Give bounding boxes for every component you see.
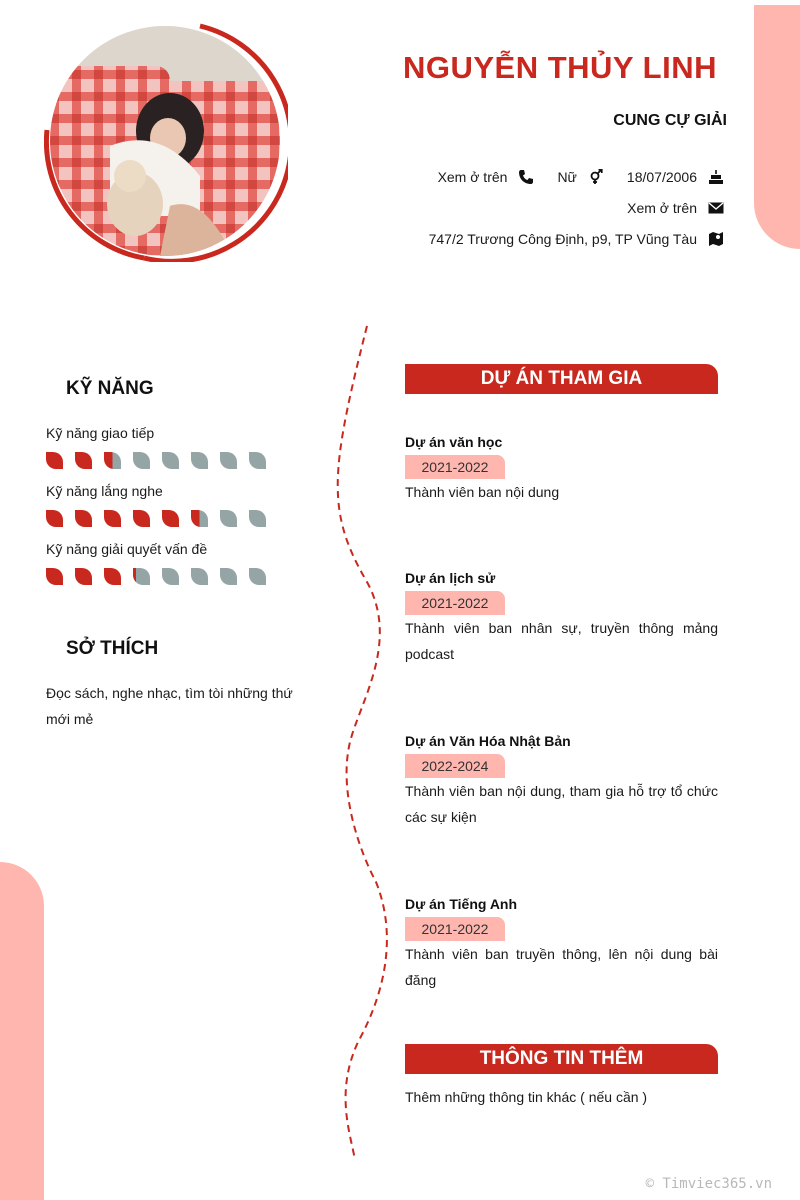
project-description-2: Thành viên ban nhân sự, truyền thông mảng podcast [405,620,718,662]
phone-value: Xem ở trên [437,169,508,185]
skill-level-dot [133,452,150,469]
contact-row-2 [627,199,725,217]
skill-level-dot [133,510,150,527]
skill-rating-2 [46,510,278,527]
hobbies-title: SỞ THÍCH [66,638,159,659]
project-period-1: 2021-2022 [405,455,505,479]
profile-photo [44,22,288,262]
skill-level-dot [220,510,237,527]
email-value: Xem ở trên [627,200,697,216]
candidate-position: CUNG CỰ GIẢI [613,112,727,129]
gender-icon [587,168,605,186]
skill-rating-1 [46,452,278,469]
skill-level-dot [104,568,121,585]
project-period-4: 2021-2022 [405,917,505,941]
birthday-cake-icon [707,168,725,186]
projects-banner: DỰ ÁN THAM GIA [405,364,718,394]
envelope-icon [707,199,725,217]
skill-level-dot [133,568,150,585]
skill-level-dot [249,568,266,585]
skill-level-dot [191,510,208,527]
skill-level-dot [191,568,208,585]
skill-level-dot [46,510,63,527]
skill-level-dot [249,510,266,527]
skill-level-dot [46,568,63,585]
skill-level-dot [75,510,92,527]
address-value: 747/2 Trương Công Định, p9, TP Vũng Tàu [428,231,697,247]
skill-level-dot [75,452,92,469]
wavy-divider [330,322,400,1164]
skill-level-dot [162,510,179,527]
skills-title: KỸ NĂNG [66,378,154,399]
skill-name-1: Kỹ năng giao tiếp [46,425,155,441]
extra-info-banner: THÔNG TIN THÊM [405,1044,718,1074]
project-description-1: Thành viên ban nội dung [405,484,560,500]
project-description-3: Thành viên ban nội dung, tham gia hỗ trợ tổ chức các sự kiện [405,783,718,825]
skill-name-3: Kỹ năng giải quyết vấn đề [46,541,208,557]
skill-level-dot [220,568,237,585]
map-icon [707,230,725,248]
skill-level-dot [46,452,63,469]
contact-row-1 [438,168,725,186]
skill-level-dot [162,452,179,469]
project-period-2: 2021-2022 [405,591,505,615]
watermark: © Timviec365.vn [645,1176,772,1192]
phone-icon [517,168,535,186]
extra-info-text: Thêm những thông tin khác ( nếu cần ) [405,1089,648,1105]
project-description-4: Thành viên ban truyền thông, lên nội dung bài đăng [405,946,718,988]
candidate-name: NGUYỄN THỦY LINH [402,50,717,85]
hobbies-text: Đọc sách, nghe nhạc, tìm tòi những thứ mới mẻ [46,685,293,727]
skill-name-2: Kỹ năng lắng nghe [46,483,163,499]
project-name-1: Dự án văn học [405,434,503,450]
skill-level-dot [75,568,92,585]
project-period-3: 2022-2024 [405,754,505,778]
skill-level-dot [249,452,266,469]
decorative-shape-bottom-left [0,862,44,1200]
skill-rating-3 [46,568,278,585]
skill-level-dot [191,452,208,469]
gender-value: Nữ [557,169,577,185]
birthday-value: 18/07/2006 [626,169,697,185]
project-name-4: Dự án Tiếng Anh [405,896,518,912]
skill-level-dot [104,510,121,527]
project-name-2: Dự án lịch sử [405,570,496,586]
decorative-shape-top-right [754,5,800,249]
skill-level-dot [104,452,121,469]
contact-row-3 [429,230,725,248]
skill-level-dot [162,568,179,585]
profile-photo-image [50,26,280,256]
project-name-3: Dự án Văn Hóa Nhật Bản [405,733,571,749]
skill-level-dot [220,452,237,469]
